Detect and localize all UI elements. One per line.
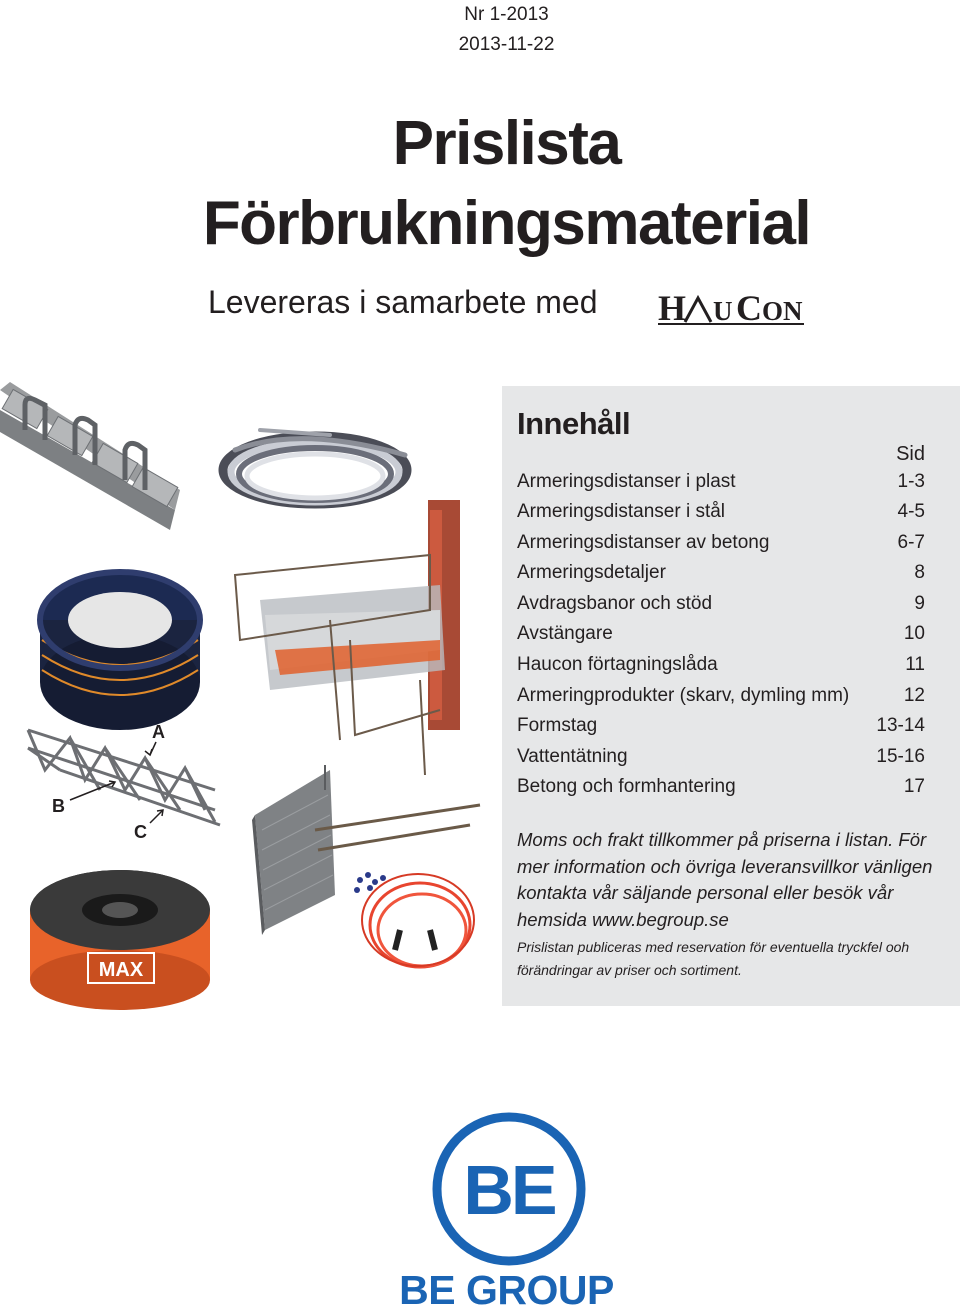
stop-end-mesh-image <box>235 500 460 775</box>
label-b: B <box>52 796 65 816</box>
toc-item <box>517 470 925 494</box>
svg-text:O: O <box>762 296 784 326</box>
toc-item <box>517 745 925 769</box>
issue-number: Nr 1-2013 <box>464 4 549 25</box>
toc-item-label: Betong och formhantering <box>517 776 736 797</box>
toc-item <box>517 592 925 616</box>
toc-item-page: 1-3 <box>897 471 925 492</box>
toc-title: Innehåll <box>517 406 631 441</box>
title-line-1: Prislista <box>392 109 621 178</box>
toc-item-label: Haucon förtagningslåda <box>517 654 718 675</box>
toc-item <box>517 714 925 738</box>
be-logo-text: BE <box>463 1151 555 1229</box>
toc-item <box>517 500 925 524</box>
disclaimer: Prislistan publiceras med reservation för eventuella tryckfel ooh förändringar av priser och sortiment. <box>517 939 910 978</box>
svg-text:U: U <box>713 296 733 326</box>
toc-item-label: Avdragsbanor och stöd <box>517 593 713 614</box>
toc-item <box>517 561 925 585</box>
product-photos <box>0 370 500 1020</box>
toc-item-page: 6-7 <box>897 532 925 553</box>
toc-item-page: 13-14 <box>876 715 925 736</box>
label-a: A <box>152 722 165 742</box>
haucon-logo <box>658 286 806 326</box>
toc-item-page: 8 <box>914 562 925 583</box>
toc-item-label: Vattentätning <box>517 746 628 767</box>
toc-item-page: 11 <box>905 654 925 675</box>
issue-date: 2013-11-22 <box>458 34 555 55</box>
waterstop-roll-image <box>40 572 200 730</box>
toc-item-label: Armeringsdistanser av betong <box>517 532 770 553</box>
plastic-spacer-image <box>0 382 180 530</box>
company-name: BE GROUP <box>399 1267 614 1313</box>
toc-item <box>517 775 925 799</box>
toc-item-page: 12 <box>903 685 925 706</box>
tie-wire-roll-image <box>30 870 210 1010</box>
subtitle: Levereras i samarbete med <box>208 284 598 320</box>
toc-item-page: 4-5 <box>897 501 925 522</box>
red-hose-image <box>354 872 474 967</box>
toc-item-page: 10 <box>903 623 925 644</box>
toc-item-label: Formstag <box>517 715 598 736</box>
toc-item-page: 9 <box>914 593 925 614</box>
toc-item-label: Armeringsdistanser i stål <box>517 501 726 522</box>
toc-item <box>517 531 925 555</box>
toc-item <box>517 684 925 708</box>
svg-text:H: H <box>658 288 687 326</box>
toc-item-page: 15-16 <box>876 746 925 767</box>
toc-page-header: Sid <box>896 443 925 465</box>
title-line-2: Förbrukningsmaterial <box>202 189 811 258</box>
svg-text:C: C <box>736 288 762 326</box>
label-c: C <box>134 822 147 842</box>
toc-item <box>517 622 925 646</box>
toc-item-label: Armeringsdistanser i plast <box>517 471 736 492</box>
table-of-contents <box>502 386 960 1006</box>
toc-item-label: Armeringsdetaljer <box>517 562 666 583</box>
svg-text:N: N <box>783 296 803 326</box>
be-group-logo <box>430 1110 588 1268</box>
toc-item-label: Armeringprodukter (skarv, dymling mm) <box>517 685 850 706</box>
tape-brand-label: MAX <box>98 959 144 981</box>
pricing-note: Moms och frakt tillkommer på priserna i listan. För mer information och övriga leveransvillkor vänligen kontakta vår säljande personal eller besök vår hemsida www.begroup.se <box>517 829 933 930</box>
toc-item-label: Avstängare <box>517 623 613 644</box>
perforated-shutter-image <box>252 765 480 935</box>
toc-item-page: 17 <box>903 776 925 797</box>
toc-item <box>517 653 925 677</box>
wire-coil-image <box>223 430 407 504</box>
